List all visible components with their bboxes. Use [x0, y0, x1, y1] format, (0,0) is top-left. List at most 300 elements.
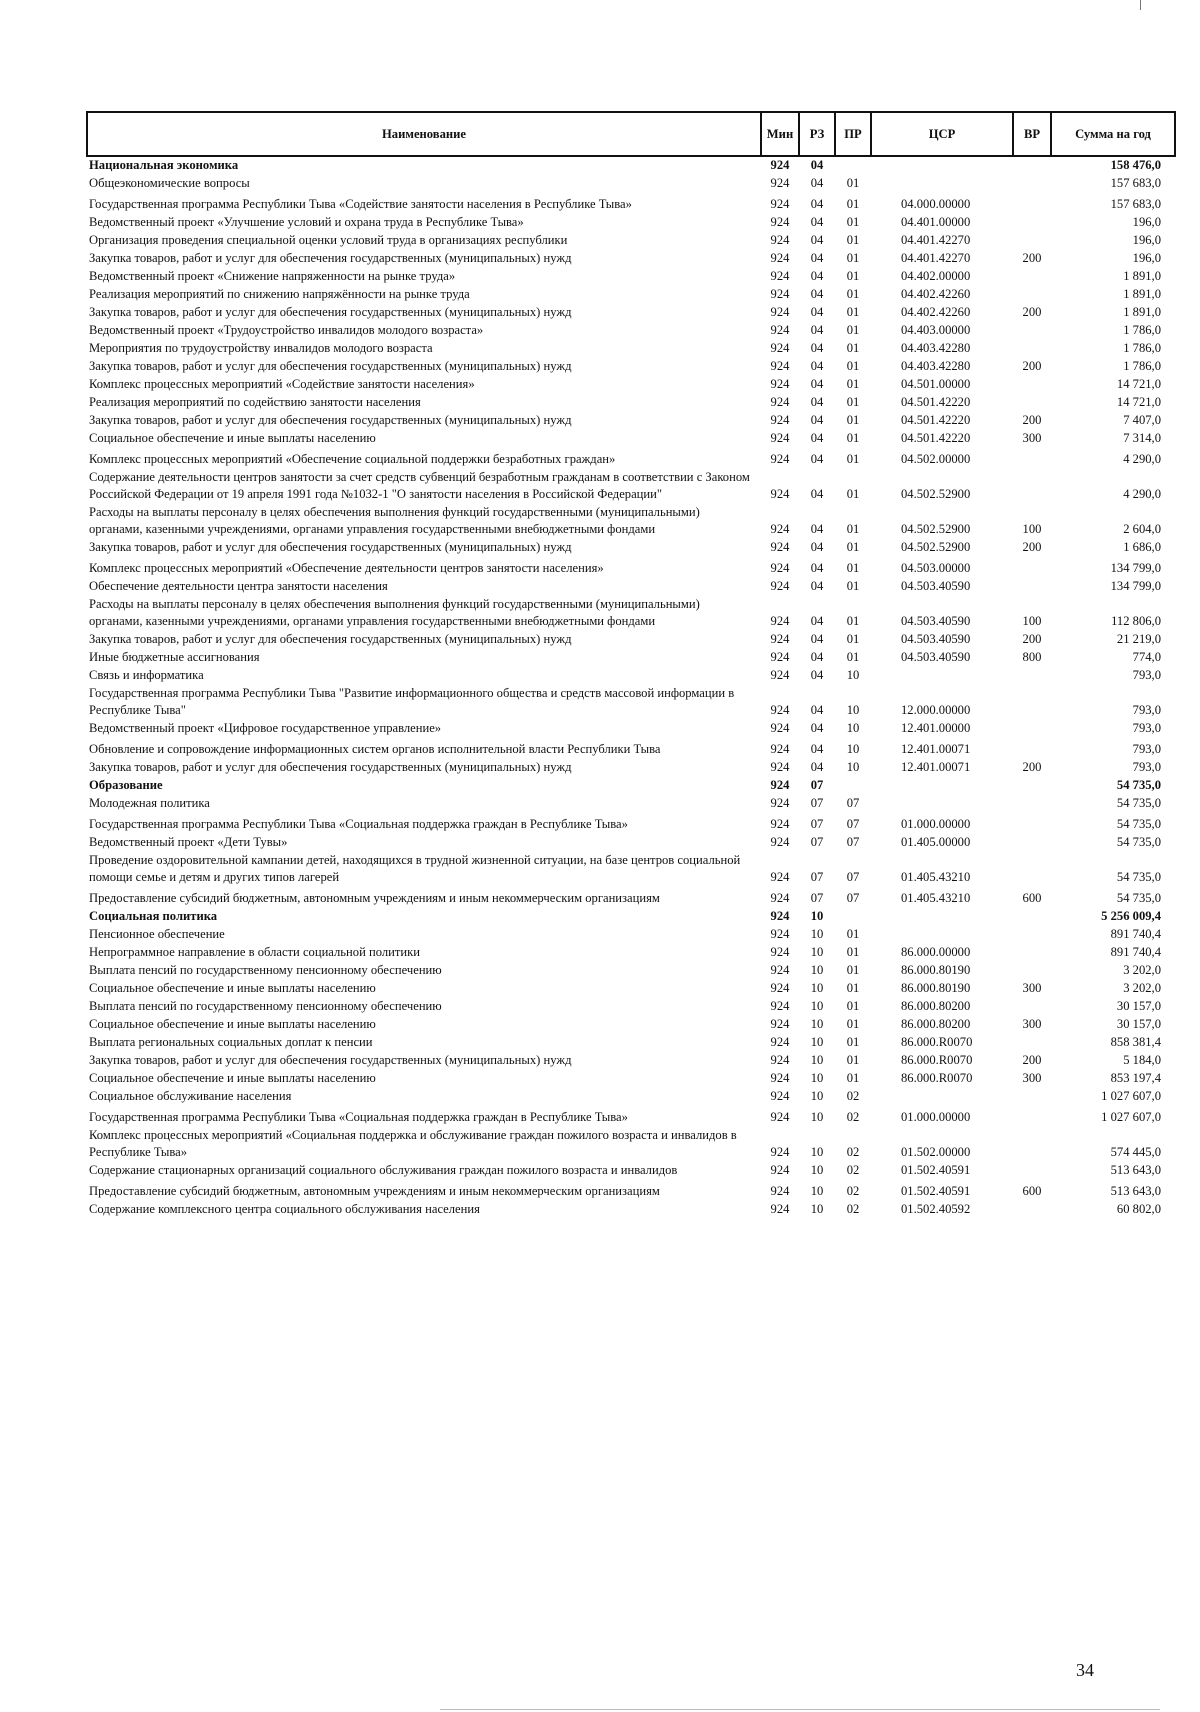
cell-min: 924 — [770, 158, 790, 172]
cell-vr: 200 — [1022, 359, 1042, 373]
table-row — [87, 358, 1175, 376]
cell-vr — [1013, 557, 1051, 578]
cell-csr: 04.501.42220 — [901, 413, 971, 427]
cell-min: 924 — [770, 197, 790, 211]
cell-rz: 07 — [810, 817, 824, 831]
cell-sum: 54 735,0 — [1116, 891, 1161, 905]
cell-csr: 12.401.00000 — [901, 721, 971, 735]
cell-csr: 01.000.00000 — [901, 817, 971, 831]
cell-sum: 196,0 — [1132, 233, 1161, 247]
cell-rz: 04 — [810, 431, 824, 445]
cell-sum: 134 799,0 — [1110, 561, 1161, 575]
cell-pr: 01 — [846, 927, 860, 941]
cell-pr: 01 — [846, 413, 860, 427]
table-row — [87, 813, 1175, 834]
cell-pr: 01 — [846, 632, 860, 646]
cell-rz: 07 — [810, 891, 824, 905]
cell-name: Социальное обслуживание населения — [89, 1089, 292, 1103]
cell-min: 924 — [770, 359, 790, 373]
cell-pr: 01 — [846, 233, 860, 247]
cell-csr: 12.401.00071 — [901, 742, 971, 756]
cell-pr: 10 — [846, 721, 860, 735]
cell-vr — [1013, 286, 1051, 304]
cell-pr: 01 — [846, 1035, 860, 1049]
cell-sum: 54 735,0 — [1116, 778, 1161, 792]
cell-rz: 04 — [810, 579, 824, 593]
cell-csr: 01.405.43210 — [901, 891, 971, 905]
cell-pr: 01 — [846, 945, 860, 959]
cell-rz: 10 — [810, 1089, 824, 1103]
cell-name: Непрограммное направление в области социальной политики — [89, 945, 420, 959]
cell-csr: 04.402.42260 — [901, 305, 971, 319]
cell-rz: 10 — [810, 1110, 824, 1124]
table-row — [87, 286, 1175, 304]
cell-pr: 02 — [846, 1089, 860, 1103]
table-row — [87, 631, 1175, 649]
cell-sum: 1 786,0 — [1123, 323, 1161, 337]
cell-vr — [1013, 908, 1051, 926]
cell-vr — [1013, 795, 1051, 813]
table-row — [87, 852, 1175, 887]
cell-min: 924 — [770, 1035, 790, 1049]
cell-sum: 3 202,0 — [1123, 981, 1161, 995]
cell-rz: 04 — [810, 359, 824, 373]
cell-pr: 07 — [846, 870, 860, 884]
cell-rz: 10 — [810, 963, 824, 977]
cell-min: 924 — [770, 1053, 790, 1067]
cell-name: Государственная программа Республики Тыва «Социальная поддержка граждан в Республике Тыва» — [89, 817, 628, 831]
cell-min: 924 — [770, 614, 790, 628]
cell-pr: 01 — [846, 359, 860, 373]
cell-name: Ведомственный проект «Улучшение условий и охрана труда в Республике Тыва» — [89, 215, 524, 229]
cell-rz: 10 — [810, 1184, 824, 1198]
cell-sum: 1 786,0 — [1123, 341, 1161, 355]
cell-sum: 774,0 — [1132, 650, 1161, 664]
cell-pr: 01 — [846, 305, 860, 319]
cell-min: 924 — [770, 668, 790, 682]
cell-vr — [1013, 813, 1051, 834]
table-row — [87, 193, 1175, 214]
cell-vr — [1013, 667, 1051, 685]
cell-vr — [1013, 394, 1051, 412]
cell-min: 924 — [770, 981, 790, 995]
header-vr: ВР — [1013, 112, 1051, 156]
cell-min: 924 — [770, 377, 790, 391]
cell-min: 924 — [770, 1071, 790, 1085]
cell-name: Государственная программа Республики Тыва "Развитие информационного общества и средств массовой информации в Республике Тыва" — [89, 686, 735, 717]
cell-vr: 600 — [1022, 1184, 1042, 1198]
cell-min: 924 — [770, 1145, 790, 1159]
table-row — [87, 1034, 1175, 1052]
cell-rz: 04 — [810, 323, 824, 337]
cell-vr: 600 — [1022, 891, 1042, 905]
cell-sum: 7 407,0 — [1123, 413, 1161, 427]
table-row — [87, 448, 1175, 469]
cell-csr: 86.000.80190 — [901, 963, 971, 977]
cell-pr: 01 — [846, 579, 860, 593]
cell-sum: 793,0 — [1132, 721, 1161, 735]
table-body — [87, 156, 1175, 1219]
cell-rz: 10 — [810, 927, 824, 941]
table-row — [87, 1162, 1175, 1180]
cell-rz: 10 — [810, 1071, 824, 1085]
cell-min: 924 — [770, 561, 790, 575]
cell-name: Предоставление субсидий бюджетным, автономным учреждениям и иным некоммерческим организациям — [89, 891, 660, 905]
cell-min: 924 — [770, 395, 790, 409]
header-min: Мин — [761, 112, 799, 156]
cell-csr: 86.000.R0070 — [901, 1053, 973, 1067]
cell-min: 924 — [770, 963, 790, 977]
cell-sum: 2 604,0 — [1123, 522, 1161, 536]
table-row — [87, 156, 1175, 175]
cell-name: Закупка товаров, работ и услуг для обеспечения государственных (муниципальных) нужд — [89, 251, 572, 265]
cell-rz: 04 — [810, 305, 824, 319]
cell-name: Обеспечение деятельности центра занятости населения — [89, 579, 388, 593]
cell-rz: 04 — [810, 197, 824, 211]
cell-sum: 14 721,0 — [1116, 395, 1161, 409]
cell-min: 924 — [770, 632, 790, 646]
cell-csr: 86.000.80200 — [901, 999, 971, 1013]
table-row — [87, 539, 1175, 557]
table-row — [87, 175, 1175, 193]
cell-min: 924 — [770, 579, 790, 593]
table-row — [87, 944, 1175, 962]
cell-min: 924 — [770, 1110, 790, 1124]
cell-csr: 12.401.00071 — [901, 760, 971, 774]
table-row — [87, 1016, 1175, 1034]
table-row — [87, 578, 1175, 596]
cell-pr: 02 — [846, 1202, 860, 1216]
cell-sum: 1 891,0 — [1123, 287, 1161, 301]
header-pr: ПР — [835, 112, 871, 156]
cell-vr — [1013, 926, 1051, 944]
table-row — [87, 1127, 1175, 1162]
cell-name: Обновление и сопровождение информационных систем органов исполнительной власти Республики Тыва — [89, 742, 661, 756]
cell-rz: 07 — [810, 778, 824, 792]
cell-pr: 01 — [846, 395, 860, 409]
cell-name: Проведение оздоровительной кампании детей, находящихся в трудной жизненной ситуации, на базе центров социальной помощи семье и детям и других типов лагерей — [89, 853, 741, 884]
cell-sum: 60 802,0 — [1116, 1202, 1161, 1216]
cell-vr — [1013, 214, 1051, 232]
cell-rz: 04 — [810, 650, 824, 664]
cell-name: Молодежная политика — [89, 796, 210, 810]
cell-sum: 4 290,0 — [1123, 452, 1161, 466]
cell-sum: 21 219,0 — [1116, 632, 1161, 646]
cell-pr: 01 — [846, 215, 860, 229]
table-row — [87, 795, 1175, 813]
cell-min: 924 — [770, 323, 790, 337]
cell-min: 924 — [770, 703, 790, 717]
cell-name: Закупка товаров, работ и услуг для обеспечения государственных (муниципальных) нужд — [89, 305, 572, 319]
table-row — [87, 649, 1175, 667]
cell-vr: 200 — [1022, 305, 1042, 319]
cell-vr — [1013, 738, 1051, 759]
cell-sum: 793,0 — [1132, 760, 1161, 774]
cell-sum: 574 445,0 — [1110, 1145, 1161, 1159]
cell-csr — [871, 795, 1013, 813]
cell-min: 924 — [770, 487, 790, 501]
cell-sum: 891 740,4 — [1110, 927, 1161, 941]
cell-csr: 04.502.52900 — [901, 522, 971, 536]
cell-vr — [1013, 322, 1051, 340]
table-row — [87, 720, 1175, 738]
cell-name: Реализация мероприятий по снижению напряжённости на рынке труда — [89, 287, 470, 301]
cell-name: Расходы на выплаты персоналу в целях обеспечения выполнения функций государственными (муниципальными) органами, казенными учреждениями, органами управления государственными внебюджетными фондами — [89, 505, 700, 536]
cell-rz: 10 — [810, 1017, 824, 1031]
cell-rz: 04 — [810, 341, 824, 355]
cell-min: 924 — [770, 1163, 790, 1177]
page-edge-mark — [1140, 0, 1141, 10]
cell-rz: 04 — [810, 614, 824, 628]
cell-name: Социальное обеспечение и иные выплаты населению — [89, 1071, 376, 1085]
cell-sum: 858 381,4 — [1110, 1035, 1161, 1049]
cell-name: Иные бюджетные ассигнования — [89, 650, 260, 664]
cell-pr: 10 — [846, 742, 860, 756]
cell-name: Национальная экономика — [89, 158, 239, 172]
cell-csr: 04.503.40590 — [901, 632, 971, 646]
table-row — [87, 777, 1175, 795]
cell-vr: 300 — [1022, 1017, 1042, 1031]
cell-sum: 5 184,0 — [1123, 1053, 1161, 1067]
cell-sum: 4 290,0 — [1123, 487, 1161, 501]
cell-sum: 793,0 — [1132, 742, 1161, 756]
table-row — [87, 908, 1175, 926]
cell-sum: 54 735,0 — [1116, 796, 1161, 810]
cell-min: 924 — [770, 413, 790, 427]
cell-pr: 01 — [846, 540, 860, 554]
table-row — [87, 887, 1175, 908]
cell-min: 924 — [770, 1089, 790, 1103]
cell-pr: 10 — [846, 760, 860, 774]
cell-sum: 196,0 — [1132, 215, 1161, 229]
cell-pr — [835, 777, 871, 795]
table-row — [87, 834, 1175, 852]
cell-csr — [871, 156, 1013, 175]
cell-name: Выплата пенсий по государственному пенсионному обеспечению — [89, 963, 442, 977]
cell-name: Государственная программа Республики Тыва «Социальная поддержка граждан в Республике Тыва» — [89, 1110, 628, 1124]
table-row — [87, 667, 1175, 685]
cell-name: Закупка товаров, работ и услуг для обеспечения государственных (муниципальных) нужд — [89, 760, 572, 774]
cell-vr — [1013, 578, 1051, 596]
cell-sum: 3 202,0 — [1123, 963, 1161, 977]
cell-pr: 01 — [846, 999, 860, 1013]
cell-pr: 01 — [846, 487, 860, 501]
cell-vr — [1013, 852, 1051, 887]
cell-sum: 1 027 607,0 — [1101, 1110, 1161, 1124]
cell-rz: 04 — [810, 561, 824, 575]
table-row — [87, 376, 1175, 394]
table-row — [87, 1201, 1175, 1219]
table-row — [87, 340, 1175, 358]
cell-min: 924 — [770, 233, 790, 247]
cell-sum: 793,0 — [1132, 668, 1161, 682]
table-row — [87, 962, 1175, 980]
cell-rz: 04 — [810, 251, 824, 265]
cell-sum: 30 157,0 — [1116, 1017, 1161, 1031]
cell-min: 924 — [770, 540, 790, 554]
table-row — [87, 268, 1175, 286]
cell-name: Государственная программа Республики Тыва «Содействие занятости населения в Республике Тыва» — [89, 197, 632, 211]
cell-csr: 01.502.40592 — [901, 1202, 971, 1216]
cell-csr: 04.502.52900 — [901, 487, 971, 501]
table-row — [87, 685, 1175, 720]
cell-pr: 01 — [846, 197, 860, 211]
table-row — [87, 980, 1175, 998]
cell-sum: 793,0 — [1132, 703, 1161, 717]
cell-rz: 10 — [810, 909, 824, 923]
table-row — [87, 1106, 1175, 1127]
cell-vr — [1013, 232, 1051, 250]
cell-pr — [835, 908, 871, 926]
cell-min: 924 — [770, 835, 790, 849]
cell-vr — [1013, 448, 1051, 469]
cell-csr: 04.502.00000 — [901, 452, 971, 466]
cell-rz: 04 — [810, 413, 824, 427]
cell-min: 924 — [770, 287, 790, 301]
cell-name: Комплекс процессных мероприятий «Обеспечение социальной поддержки безработных граждан» — [89, 452, 616, 466]
cell-sum: 1 686,0 — [1123, 540, 1161, 554]
cell-vr — [1013, 156, 1051, 175]
cell-name: Реализация мероприятий по содействию занятости населения — [89, 395, 421, 409]
cell-rz: 04 — [810, 703, 824, 717]
cell-sum: 158 476,0 — [1110, 158, 1161, 172]
cell-vr — [1013, 1127, 1051, 1162]
cell-name: Содержание комплексного центра социального обслуживания населения — [89, 1202, 480, 1216]
table-row — [87, 214, 1175, 232]
cell-min: 924 — [770, 1202, 790, 1216]
cell-name: Социальное обеспечение и иные выплаты населению — [89, 1017, 376, 1031]
cell-name: Закупка товаров, работ и услуг для обеспечения государственных (муниципальных) нужд — [89, 540, 572, 554]
cell-min: 924 — [770, 341, 790, 355]
cell-csr: 04.501.42220 — [901, 395, 971, 409]
cell-name: Ведомственный проект «Снижение напряженности на рынке труда» — [89, 269, 456, 283]
header-csr: ЦСР — [871, 112, 1013, 156]
cell-pr: 01 — [846, 522, 860, 536]
budget-table — [86, 111, 1176, 1219]
cell-rz: 07 — [810, 870, 824, 884]
cell-sum: 891 740,4 — [1110, 945, 1161, 959]
cell-vr — [1013, 193, 1051, 214]
cell-sum: 513 643,0 — [1110, 1163, 1161, 1177]
cell-pr: 01 — [846, 251, 860, 265]
cell-rz: 04 — [810, 760, 824, 774]
table-row — [87, 232, 1175, 250]
cell-vr — [1013, 685, 1051, 720]
table-row — [87, 759, 1175, 777]
cell-pr: 01 — [846, 561, 860, 575]
cell-pr: 10 — [846, 703, 860, 717]
cell-rz: 07 — [810, 796, 824, 810]
cell-sum: 30 157,0 — [1116, 999, 1161, 1013]
cell-min: 924 — [770, 778, 790, 792]
cell-vr — [1013, 268, 1051, 286]
cell-rz: 04 — [810, 377, 824, 391]
cell-vr — [1013, 944, 1051, 962]
cell-min: 924 — [770, 796, 790, 810]
cell-name: Расходы на выплаты персоналу в целях обеспечения выполнения функций государственными (муниципальными) органами, казенными учреждениями, органами управления государственными внебюджетными фондами — [89, 597, 700, 628]
cell-rz: 04 — [810, 721, 824, 735]
cell-csr: 86.000.R0070 — [901, 1071, 973, 1085]
cell-vr: 200 — [1022, 632, 1042, 646]
cell-pr: 10 — [846, 668, 860, 682]
budget-sheet — [86, 111, 1174, 1219]
cell-name: Ведомственный проект «Дети Тувы» — [89, 835, 288, 849]
cell-rz: 10 — [810, 1053, 824, 1067]
cell-name: Мероприятия по трудоустройству инвалидов молодого возраста — [89, 341, 433, 355]
cell-csr: 04.502.52900 — [901, 540, 971, 554]
cell-name: Содержание стационарных организаций социального обслуживания граждан пожилого возраста и инвалидов — [89, 1163, 678, 1177]
cell-sum: 112 806,0 — [1111, 614, 1161, 628]
cell-pr: 02 — [846, 1110, 860, 1124]
cell-vr — [1013, 376, 1051, 394]
cell-pr: 01 — [846, 650, 860, 664]
cell-min: 924 — [770, 431, 790, 445]
cell-vr: 200 — [1022, 540, 1042, 554]
cell-vr: 300 — [1022, 431, 1042, 445]
cell-name: Ведомственный проект «Цифровое государственное управление» — [89, 721, 442, 735]
cell-vr: 300 — [1022, 981, 1042, 995]
cell-csr: 04.401.42270 — [901, 251, 971, 265]
cell-csr: 04.503.00000 — [901, 561, 971, 575]
cell-csr: 04.501.42220 — [901, 431, 971, 445]
cell-csr: 04.503.40590 — [901, 579, 971, 593]
cell-csr: 86.000.80190 — [901, 981, 971, 995]
table-row — [87, 998, 1175, 1016]
cell-csr: 04.401.42270 — [901, 233, 971, 247]
cell-rz: 04 — [810, 233, 824, 247]
cell-csr: 01.000.00000 — [901, 1110, 971, 1124]
cell-rz: 10 — [810, 945, 824, 959]
cell-sum: 14 721,0 — [1116, 377, 1161, 391]
cell-min: 924 — [770, 927, 790, 941]
cell-rz: 04 — [810, 742, 824, 756]
cell-min: 924 — [770, 305, 790, 319]
cell-pr: 07 — [846, 817, 860, 831]
cell-pr: 01 — [846, 431, 860, 445]
cell-rz: 10 — [810, 1035, 824, 1049]
cell-vr — [1013, 340, 1051, 358]
cell-min: 924 — [770, 999, 790, 1013]
cell-csr: 86.000.R0070 — [901, 1035, 973, 1049]
table-row — [87, 469, 1175, 504]
header-name: Наименование — [87, 112, 761, 156]
cell-csr: 04.000.00000 — [901, 197, 971, 211]
cell-vr: 300 — [1022, 1071, 1042, 1085]
cell-rz: 04 — [810, 158, 824, 172]
cell-min: 924 — [770, 742, 790, 756]
cell-sum: 134 799,0 — [1110, 579, 1161, 593]
cell-name: Выплата пенсий по государственному пенсионному обеспечению — [89, 999, 442, 1013]
cell-pr: 02 — [846, 1145, 860, 1159]
cell-sum: 157 683,0 — [1110, 176, 1161, 190]
cell-sum: 54 735,0 — [1116, 817, 1161, 831]
cell-csr: 12.000.00000 — [901, 703, 971, 717]
cell-name: Социальная политика — [89, 909, 218, 923]
cell-pr: 01 — [846, 1053, 860, 1067]
cell-pr: 01 — [846, 1017, 860, 1031]
cell-name: Закупка товаров, работ и услуг для обеспечения государственных (муниципальных) нужд — [89, 359, 572, 373]
cell-min: 924 — [770, 1184, 790, 1198]
cell-csr — [871, 175, 1013, 193]
table-row — [87, 394, 1175, 412]
cell-name: Социальное обеспечение и иные выплаты населению — [89, 981, 376, 995]
cell-sum: 513 643,0 — [1110, 1184, 1161, 1198]
table-row — [87, 1070, 1175, 1088]
cell-vr — [1013, 1034, 1051, 1052]
cell-name: Организация проведения специальной оценки условий труда в организациях республики — [89, 233, 568, 247]
cell-sum: 54 735,0 — [1116, 870, 1161, 884]
cell-name: Комплекс процессных мероприятий «Содействие занятости населения» — [89, 377, 475, 391]
